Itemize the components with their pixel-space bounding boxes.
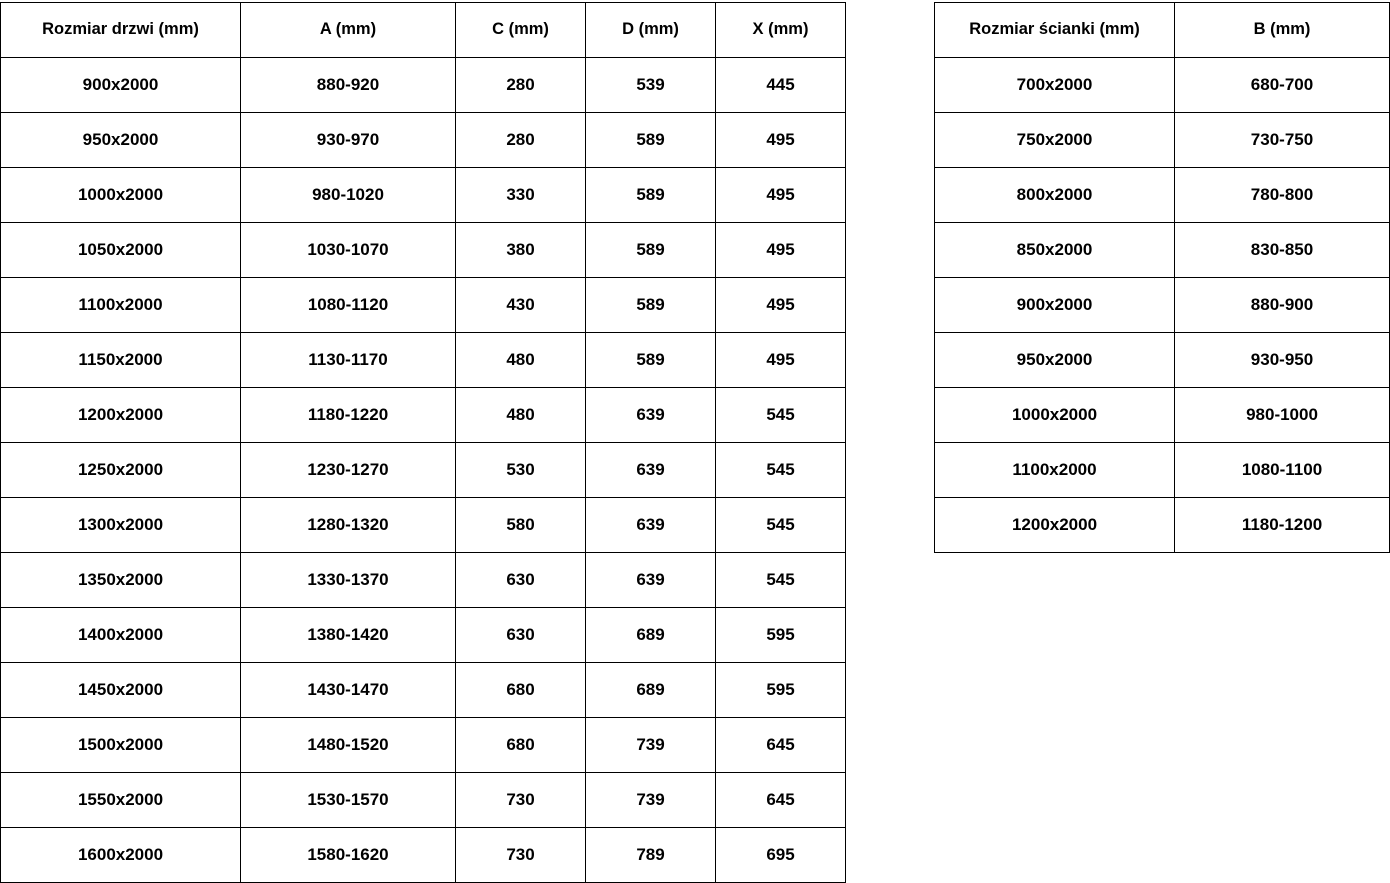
- table-row: [935, 223, 1390, 278]
- cell-wall-size: 900x2000: [935, 278, 1175, 333]
- cell-door-size: 1350x2000: [1, 553, 241, 608]
- cell-d: 589: [586, 113, 716, 168]
- walls-table-body: [935, 58, 1390, 553]
- table-row: [1, 58, 846, 113]
- table-row: [1, 278, 846, 333]
- cell-a: 1080-1120: [241, 278, 456, 333]
- cell-d: 589: [586, 223, 716, 278]
- column-header-b: B (mm): [1175, 3, 1390, 58]
- cell-c: 280: [456, 113, 586, 168]
- doors-table-body: [1, 58, 846, 883]
- walls-table-header: [935, 3, 1390, 58]
- cell-a: 1430-1470: [241, 663, 456, 718]
- cell-door-size: 1000x2000: [1, 168, 241, 223]
- table-row: [1, 608, 846, 663]
- cell-x: 695: [716, 828, 846, 883]
- table-row: [935, 58, 1390, 113]
- doors-dimensions-table: [0, 2, 846, 883]
- cell-wall-size: 700x2000: [935, 58, 1175, 113]
- cell-c: 680: [456, 718, 586, 773]
- cell-x: 445: [716, 58, 846, 113]
- table-row: [1, 113, 846, 168]
- cell-a: 1530-1570: [241, 773, 456, 828]
- table-row: [935, 278, 1390, 333]
- cell-door-size: 1150x2000: [1, 333, 241, 388]
- cell-b: 780-800: [1175, 168, 1390, 223]
- cell-d: 689: [586, 608, 716, 663]
- table-row: [935, 333, 1390, 388]
- cell-b: 730-750: [1175, 113, 1390, 168]
- cell-d: 739: [586, 718, 716, 773]
- cell-c: 730: [456, 828, 586, 883]
- column-header-c: C (mm): [456, 3, 586, 58]
- table-header-row: [1, 3, 846, 58]
- column-header-wall-size: Rozmiar ścianki (mm): [935, 3, 1175, 58]
- column-header-door-size: Rozmiar drzwi (mm): [1, 3, 241, 58]
- cell-d: 589: [586, 278, 716, 333]
- cell-wall-size: 800x2000: [935, 168, 1175, 223]
- cell-a: 1380-1420: [241, 608, 456, 663]
- cell-door-size: 1200x2000: [1, 388, 241, 443]
- cell-door-size: 1500x2000: [1, 718, 241, 773]
- cell-a: 1030-1070: [241, 223, 456, 278]
- cell-a: 1330-1370: [241, 553, 456, 608]
- cell-door-size: 1600x2000: [1, 828, 241, 883]
- cell-c: 530: [456, 443, 586, 498]
- table-row: [1, 498, 846, 553]
- cell-d: 789: [586, 828, 716, 883]
- column-header-x: X (mm): [716, 3, 846, 58]
- cell-d: 639: [586, 388, 716, 443]
- cell-x: 545: [716, 443, 846, 498]
- table-row: [1, 553, 846, 608]
- cell-x: 495: [716, 333, 846, 388]
- cell-x: 495: [716, 113, 846, 168]
- column-header-a: A (mm): [241, 3, 456, 58]
- cell-b: 880-900: [1175, 278, 1390, 333]
- cell-d: 639: [586, 553, 716, 608]
- cell-wall-size: 1000x2000: [935, 388, 1175, 443]
- cell-d: 639: [586, 443, 716, 498]
- doors-table-header: [1, 3, 846, 58]
- cell-wall-size: 850x2000: [935, 223, 1175, 278]
- cell-c: 380: [456, 223, 586, 278]
- cell-b: 1080-1100: [1175, 443, 1390, 498]
- cell-a: 1280-1320: [241, 498, 456, 553]
- cell-x: 545: [716, 553, 846, 608]
- cell-door-size: 1250x2000: [1, 443, 241, 498]
- table-row: [935, 113, 1390, 168]
- cell-d: 589: [586, 333, 716, 388]
- cell-a: 1130-1170: [241, 333, 456, 388]
- table-row: [1, 773, 846, 828]
- cell-door-size: 1400x2000: [1, 608, 241, 663]
- cell-d: 589: [586, 168, 716, 223]
- table-row: [1, 443, 846, 498]
- cell-a: 880-920: [241, 58, 456, 113]
- cell-a: 1180-1220: [241, 388, 456, 443]
- table-row: [935, 388, 1390, 443]
- cell-door-size: 1550x2000: [1, 773, 241, 828]
- cell-x: 595: [716, 608, 846, 663]
- cell-a: 1480-1520: [241, 718, 456, 773]
- cell-wall-size: 750x2000: [935, 113, 1175, 168]
- cell-c: 430: [456, 278, 586, 333]
- table-row: [1, 333, 846, 388]
- cell-x: 545: [716, 498, 846, 553]
- cell-c: 630: [456, 608, 586, 663]
- cell-c: 680: [456, 663, 586, 718]
- table-row: [935, 443, 1390, 498]
- cell-c: 280: [456, 58, 586, 113]
- cell-wall-size: 1100x2000: [935, 443, 1175, 498]
- cell-d: 739: [586, 773, 716, 828]
- cell-d: 689: [586, 663, 716, 718]
- cell-a: 980-1020: [241, 168, 456, 223]
- cell-door-size: 1100x2000: [1, 278, 241, 333]
- cell-c: 330: [456, 168, 586, 223]
- cell-b: 980-1000: [1175, 388, 1390, 443]
- table-row: [1, 168, 846, 223]
- cell-b: 830-850: [1175, 223, 1390, 278]
- table-row: [1, 223, 846, 278]
- table-row: [1, 388, 846, 443]
- cell-b: 930-950: [1175, 333, 1390, 388]
- cell-x: 645: [716, 718, 846, 773]
- cell-b: 680-700: [1175, 58, 1390, 113]
- cell-door-size: 900x2000: [1, 58, 241, 113]
- table-header-row: [935, 3, 1390, 58]
- table-row: [1, 663, 846, 718]
- cell-door-size: 1300x2000: [1, 498, 241, 553]
- cell-wall-size: 1200x2000: [935, 498, 1175, 553]
- cell-c: 730: [456, 773, 586, 828]
- cell-wall-size: 950x2000: [935, 333, 1175, 388]
- cell-d: 639: [586, 498, 716, 553]
- cell-a: 1580-1620: [241, 828, 456, 883]
- cell-door-size: 950x2000: [1, 113, 241, 168]
- cell-door-size: 1450x2000: [1, 663, 241, 718]
- cell-c: 480: [456, 333, 586, 388]
- cell-x: 495: [716, 168, 846, 223]
- cell-b: 1180-1200: [1175, 498, 1390, 553]
- cell-x: 545: [716, 388, 846, 443]
- cell-d: 539: [586, 58, 716, 113]
- cell-a: 1230-1270: [241, 443, 456, 498]
- table-row: [935, 498, 1390, 553]
- cell-door-size: 1050x2000: [1, 223, 241, 278]
- cell-c: 480: [456, 388, 586, 443]
- cell-c: 580: [456, 498, 586, 553]
- walls-dimensions-table: [934, 2, 1390, 553]
- cell-x: 595: [716, 663, 846, 718]
- cell-x: 495: [716, 223, 846, 278]
- table-row: [935, 168, 1390, 223]
- table-row: [1, 718, 846, 773]
- cell-x: 495: [716, 278, 846, 333]
- cell-x: 645: [716, 773, 846, 828]
- cell-c: 630: [456, 553, 586, 608]
- table-row: [1, 828, 846, 883]
- cell-a: 930-970: [241, 113, 456, 168]
- column-header-d: D (mm): [586, 3, 716, 58]
